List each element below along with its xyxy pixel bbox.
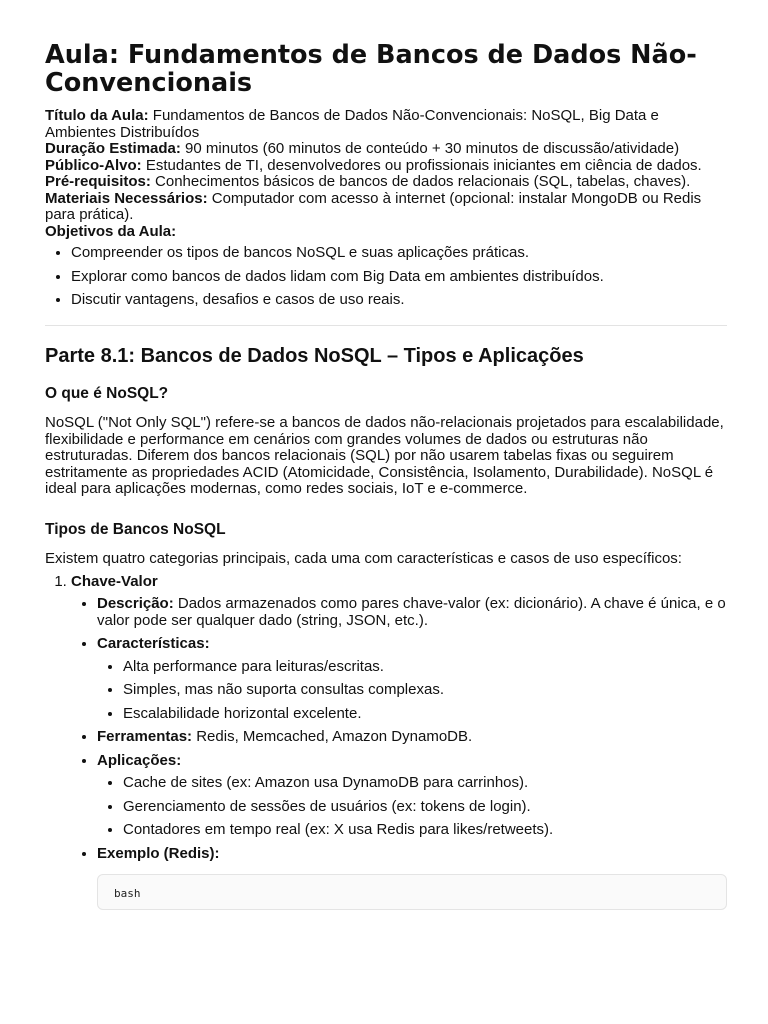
- list-item: • Discutir vantagens, desafios e casos de uso reais.: [71, 292, 727, 308]
- meta-duration: [45, 141, 727, 158]
- list-item: • Explorar como bancos de dados lidam com Big Data em ambientes distribuídos.: [71, 269, 727, 285]
- detail-value: Redis, Memcached, Amazon DynamoDB.: [192, 728, 473, 745]
- section-heading: Parte 8.1: Bancos de Dados NoSQL – Tipos e Aplicações: [45, 345, 584, 367]
- category-list: [45, 573, 727, 910]
- meta-value: Fundamentos de Bancos de Dados Não-Convencionais: NoSQL, Big Data e Ambientes Distribuídos: [45, 107, 659, 141]
- list-item: [97, 636, 727, 722]
- list-item: • Cache de sites (ex: Amazon usa DynamoDB para carrinhos).: [123, 775, 727, 791]
- list-item: [97, 729, 727, 746]
- meta-label: Duração Estimada:: [45, 140, 181, 157]
- detail-label: Ferramentas:: [97, 728, 193, 745]
- detail-label: Características:: [97, 635, 210, 652]
- meta-audience: [45, 158, 727, 175]
- detail-value: Dados armazenados como pares chave-valor (ex: dicionário). A chave é única, e o valor pode ser qualquer dado (string, JSON, etc.).: [97, 595, 726, 629]
- meta-title: [45, 108, 727, 141]
- list-item: • Gerenciamento de sessões de usuários (ex: tokens de login).: [123, 799, 727, 815]
- meta-value: Conhecimentos básicos de bancos de dados relacionais (SQL, tabelas, chaves).: [150, 173, 691, 190]
- lesson-meta: [45, 108, 727, 240]
- objectives-list: [45, 245, 727, 308]
- meta-objectives: [45, 224, 727, 241]
- category-name: Chave-Valor: [71, 573, 158, 590]
- characteristics-list: [97, 659, 727, 722]
- category-details: [71, 596, 727, 910]
- subsection-heading-types: Tipos de Bancos NoSQL: [45, 520, 226, 538]
- list-item: • Simples, mas não suporta consultas complexas.: [123, 682, 727, 698]
- meta-label: Objetivos da Aula:: [45, 222, 177, 240]
- what-paragraph: NoSQL ("Not Only SQL") refere-se a bancos de dados não-relacionais projetados para escalabilidade, flexibilidade e performance em cenários com grandes volumes de dados ou estruturas não estruturadas. Diferem dos bancos relacionais (SQL) por não usarem tabelas fixas ou seguirem estritamente as propriedades ACID (Atomicidade, Consistência, Isolamento, Durabilidade). NoSQL é ideal para aplicações modernas, como redes sociais, IoT e e-commerce.: [45, 414, 724, 497]
- meta-label: Título da Aula:: [45, 107, 149, 124]
- meta-value: 90 minutos (60 minutos de conteúdo + 30 minutos de discussão/atividade): [180, 140, 680, 157]
- detail-label: Exemplo (Redis):: [97, 844, 220, 862]
- page-title: Aula: Fundamentos de Bancos de Dados Não-Convencionais: [45, 40, 697, 98]
- meta-label: Pré-requisitos:: [45, 173, 151, 190]
- list-item: • Escalabilidade horizontal excelente.: [123, 706, 727, 722]
- code-block[interactable]: [97, 874, 727, 910]
- meta-label: Materiais Necessários:: [45, 189, 208, 207]
- list-item: [97, 753, 727, 839]
- list-item: [97, 596, 727, 629]
- meta-label: Público-Alvo:: [45, 156, 142, 174]
- list-item: [97, 846, 727, 911]
- code-language-label: bash: [114, 887, 141, 900]
- applications-list: [97, 775, 727, 838]
- meta-prereqs: [45, 174, 727, 191]
- types-intro: Existem quatro categorias principais, cada uma com características e casos de uso específicos:: [45, 549, 682, 567]
- list-item: • Alta performance para leituras/escritas.: [123, 659, 727, 675]
- category-item: [71, 573, 727, 910]
- meta-value: Estudantes de TI, desenvolvedores ou profissionais iniciantes em ciência de dados.: [141, 156, 702, 174]
- list-item: • Contadores em tempo real (ex: X usa Redis para likes/retweets).: [123, 822, 727, 838]
- meta-value: Computador com acesso à internet (opcional: instalar MongoDB ou Redis para prática).: [45, 189, 702, 223]
- list-item: • Compreender os tipos de bancos NoSQL e suas aplicações práticas.: [71, 245, 727, 261]
- detail-label: Aplicações:: [97, 751, 182, 769]
- section-divider: [45, 325, 727, 326]
- subsection-heading-what: O que é NoSQL?: [45, 385, 169, 402]
- document-content: [45, 41, 727, 917]
- detail-label: Descrição:: [97, 595, 174, 612]
- meta-materials: [45, 191, 727, 224]
